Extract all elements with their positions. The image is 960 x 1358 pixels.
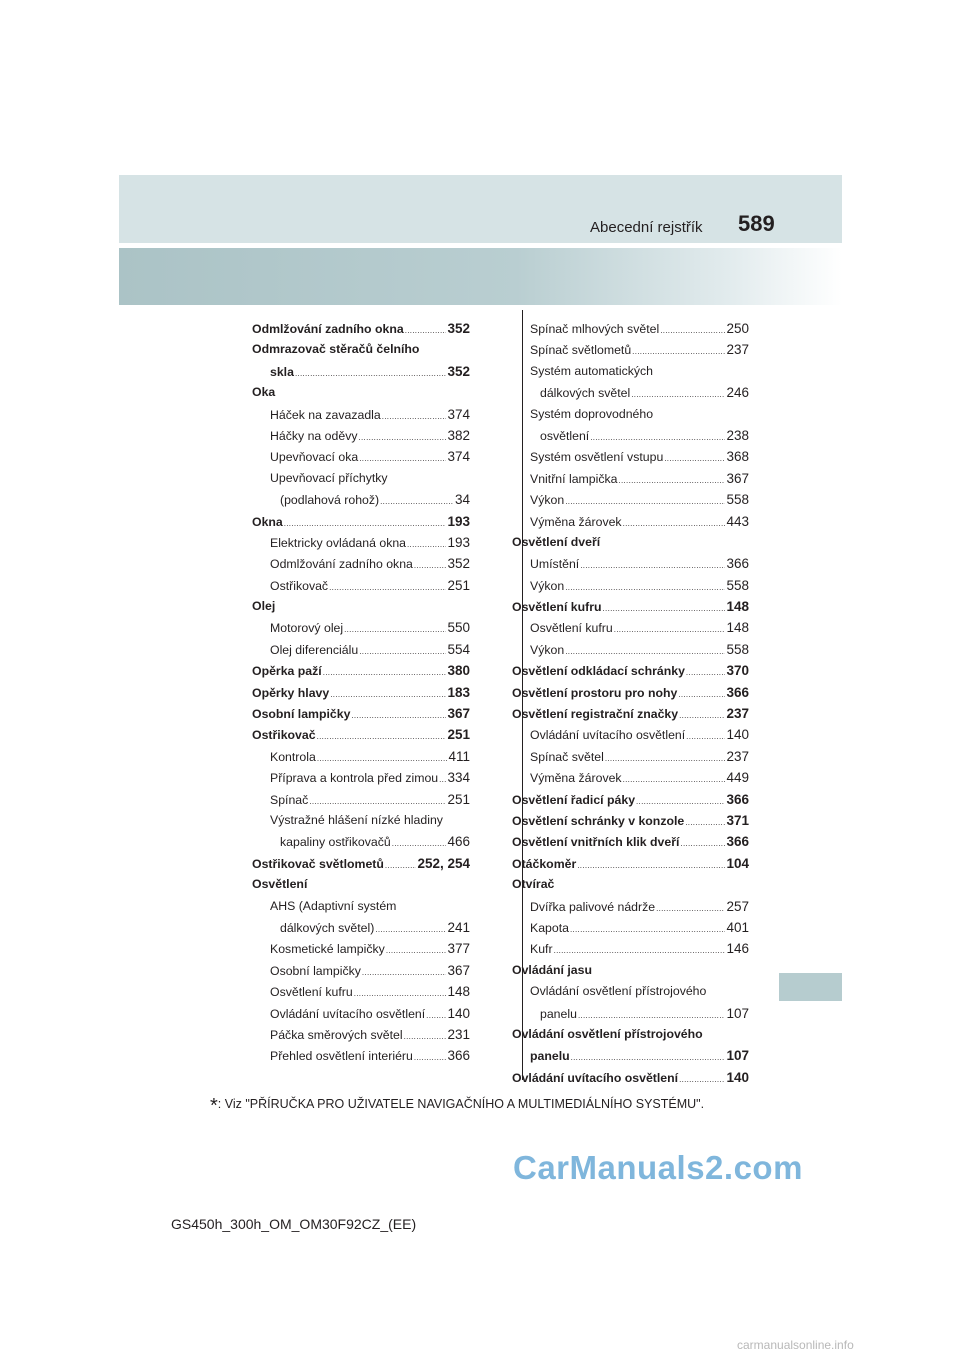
- index-entry-page[interactable]: 366: [726, 791, 749, 807]
- index-entry-label: Ovládání jasu: [512, 962, 592, 977]
- dot-leader: [580, 554, 725, 574]
- index-entry-label: Opěrka paží: [252, 664, 322, 679]
- index-entry: [512, 874, 749, 895]
- index-entry-label: Osvětlení kufru: [512, 600, 602, 615]
- dot-leader: [382, 405, 447, 425]
- index-entry-page[interactable]: 368: [726, 449, 749, 465]
- index-entry-page[interactable]: 370: [726, 663, 749, 679]
- index-entry: [252, 617, 470, 638]
- index-entry-page[interactable]: 257: [726, 898, 749, 914]
- index-entry-page[interactable]: 367: [447, 706, 470, 722]
- index-entry-page[interactable]: 107: [726, 1048, 749, 1064]
- index-entry-page[interactable]: 104: [726, 855, 749, 871]
- index-entry: [512, 960, 749, 981]
- dot-leader: [577, 854, 725, 874]
- dot-leader: [554, 939, 726, 959]
- index-entry-page[interactable]: 237: [726, 706, 749, 722]
- index-entry-label: Osvětlení kufru: [530, 621, 613, 636]
- dot-leader: [605, 747, 726, 767]
- index-entry-label: Výkon: [530, 493, 565, 508]
- index-entry-label: Odmrazovač stěračů čelního: [252, 342, 420, 357]
- dot-leader: [385, 854, 417, 874]
- index-entry-page[interactable]: 550: [447, 620, 470, 636]
- dot-leader: [618, 469, 725, 489]
- dot-leader: [407, 533, 446, 553]
- footnote-text: : Viz "PŘÍRUČKA PRO UŽIVATELE NAVIGAČNÍHO A MULTIMEDIÁLNÍHO SYSTÉMU".: [217, 1097, 705, 1111]
- index-entry: [252, 960, 470, 981]
- section-title: Abecední rejstřík: [590, 219, 703, 236]
- dot-leader: [614, 618, 726, 638]
- index-entry-label: Výkon: [530, 642, 565, 657]
- index-entry-label: Olej diferenciálu: [270, 642, 359, 657]
- dot-leader: [426, 1004, 446, 1024]
- watermark-carmanualsonline[interactable]: carmanualsonline.info: [737, 1338, 854, 1352]
- index-entry-page[interactable]: 377: [447, 941, 470, 957]
- index-entry-page[interactable]: 352: [447, 321, 470, 336]
- dot-leader: [685, 811, 725, 831]
- dot-leader: [359, 640, 446, 660]
- index-entry: [530, 511, 749, 532]
- page-number: 589: [738, 211, 775, 236]
- index-entry-label: Ostřikovač: [270, 578, 329, 593]
- index-entry-page[interactable]: 140: [447, 1005, 470, 1021]
- header-bar: [119, 175, 842, 243]
- dot-leader: [623, 512, 726, 532]
- dot-leader: [678, 683, 725, 703]
- dot-leader: [578, 1004, 726, 1024]
- index-entry-label: Systém osvětlení vstupu: [530, 450, 664, 465]
- index-entry-label: Ostřikovač světlometů: [252, 856, 384, 871]
- index-entry-page[interactable]: 382: [447, 427, 470, 443]
- index-entry-label: Elektricky ovládaná okna: [270, 535, 407, 550]
- dot-leader: [351, 704, 446, 724]
- index-entry-label: Oka: [252, 385, 276, 400]
- index-entry-page[interactable]: 366: [726, 684, 749, 700]
- index-entry: [252, 853, 470, 874]
- index-entry: [512, 660, 749, 681]
- index-entry-label: Osvětlení registrační značky: [512, 707, 679, 722]
- index-entry-label: Výměna žárovek: [530, 514, 622, 529]
- index-entry: [512, 789, 749, 810]
- index-entry: [512, 682, 749, 703]
- index-entry-page[interactable]: 251: [447, 791, 470, 807]
- index-entry: [252, 339, 470, 360]
- index-entry-label: panelu: [530, 1049, 570, 1064]
- dot-leader: [309, 790, 446, 810]
- index-entry-page[interactable]: 148: [726, 599, 749, 615]
- index-entry-label: Olej: [252, 599, 276, 614]
- dot-leader: [295, 362, 447, 382]
- index-entry-page[interactable]: 366: [726, 556, 749, 572]
- index-entry-page[interactable]: 251: [447, 727, 470, 743]
- index-entry: [530, 425, 749, 446]
- index-entry: [512, 1024, 749, 1045]
- index-entry-label: Přehled osvětlení interiéru: [270, 1049, 413, 1064]
- index-entry-page[interactable]: 146: [726, 941, 749, 957]
- index-entry: [252, 575, 470, 596]
- index-entry-label: Otvírač: [512, 877, 555, 892]
- index-entry-page[interactable]: 401: [726, 919, 749, 935]
- dot-leader: [392, 832, 447, 852]
- index-entry-page[interactable]: 380: [447, 663, 470, 679]
- index-entry: [252, 639, 470, 660]
- index-entry-label: Ovládání osvětlení přístrojového: [530, 984, 707, 999]
- index-entry-label: Ovládání uvítacího osvětlení: [530, 728, 686, 743]
- index-entry-label: Osvětlení řadicí páky: [512, 792, 636, 807]
- dot-leader: [565, 576, 725, 596]
- index-entry-label: Okna: [252, 514, 283, 529]
- index-entry-label: (podlahová rohož): [280, 493, 380, 508]
- dot-leader: [329, 576, 446, 596]
- index-entry: [512, 831, 749, 852]
- index-entry: [530, 1045, 749, 1066]
- index-entry-label: Příprava a kontrola před zimou: [270, 771, 439, 786]
- index-entry-label: Kufr: [530, 942, 553, 957]
- index-entry: [252, 1045, 470, 1066]
- dot-leader: [631, 383, 725, 403]
- dot-leader: [679, 1068, 725, 1088]
- index-entry: [512, 703, 749, 724]
- index-entry: [530, 639, 749, 660]
- index-entry: [530, 724, 749, 745]
- watermark-carmanuals2[interactable]: CarManuals2.com: [513, 1149, 803, 1186]
- dot-leader: [590, 426, 725, 446]
- dot-leader: [330, 683, 446, 703]
- index-entry: [252, 404, 470, 425]
- index-entry: [252, 917, 470, 938]
- index-entry-label: Otáčkoměr: [512, 856, 577, 871]
- index-entry: [252, 1024, 470, 1045]
- index-entry: [512, 810, 749, 831]
- dot-leader: [405, 319, 447, 339]
- index-entry-label: Osvětlení kufru: [270, 985, 353, 1000]
- index-entry-label: Motorový olej: [270, 621, 344, 636]
- index-entry: [252, 896, 470, 917]
- index-entry: [252, 361, 470, 382]
- index-entry-page[interactable]: 193: [447, 513, 470, 529]
- dot-leader: [323, 661, 447, 681]
- index-entry-page[interactable]: 250: [726, 321, 749, 336]
- dot-leader: [344, 618, 446, 638]
- index-entry-page[interactable]: 449: [726, 770, 749, 786]
- index-entry: [252, 468, 470, 489]
- index-entry: [252, 981, 470, 1002]
- index-entry: [252, 318, 470, 339]
- index-entry: [530, 361, 749, 382]
- index-entry-label: panelu: [540, 1006, 577, 1021]
- index-entry: [530, 468, 749, 489]
- dot-leader: [623, 768, 726, 788]
- index-entry: [530, 1003, 749, 1024]
- index-entry: [252, 724, 470, 745]
- index-entry-page[interactable]: 366: [447, 1048, 470, 1064]
- index-entry-page[interactable]: 374: [447, 449, 470, 465]
- index-entry-label: Kontrola: [270, 749, 316, 764]
- index-entry-label: AHS (Adaptivní systém: [270, 898, 397, 913]
- index-entry-page[interactable]: 237: [726, 748, 749, 764]
- index-entry: [252, 789, 470, 810]
- index-entry-page[interactable]: 241: [447, 919, 470, 935]
- index-entry-page[interactable]: 367: [447, 962, 470, 978]
- dot-leader: [570, 918, 725, 938]
- index-entry-page[interactable]: 334: [447, 770, 470, 786]
- index-entry-label: Umístění: [530, 557, 580, 572]
- index-entry-label: Spínač mlhových světel: [530, 322, 660, 336]
- index-entry: [252, 746, 470, 767]
- index-entry-page[interactable]: 193: [447, 534, 470, 550]
- index-entry-page[interactable]: 352: [447, 556, 470, 572]
- index-entry-page[interactable]: 34: [454, 492, 470, 508]
- dot-leader: [414, 554, 447, 574]
- dot-leader: [571, 1046, 726, 1066]
- index-entry-page[interactable]: 411: [448, 748, 470, 764]
- footnote: [210, 1095, 704, 1118]
- index-entry-page[interactable]: 148: [447, 984, 470, 1000]
- index-entry: [512, 532, 749, 553]
- index-entry-label: Osobní lampičky: [252, 707, 351, 722]
- index-entry-label: Ovládání uvítacího osvětlení: [270, 1006, 426, 1021]
- header-band: [119, 248, 842, 305]
- index-entry-label: Výkon: [530, 578, 565, 593]
- index-entry-label: Dvířka palivové nádrže: [530, 899, 656, 914]
- index-entry: [530, 382, 749, 403]
- footnote-star: *: [210, 1095, 218, 1117]
- index-entry-page[interactable]: 148: [726, 620, 749, 636]
- index-entry-label: Upevňovací příchytky: [270, 470, 388, 485]
- index-entry-label: osvětlení: [540, 428, 590, 443]
- dot-leader: [565, 490, 725, 510]
- dot-leader: [380, 490, 454, 510]
- index-entry-page[interactable]: 371: [726, 812, 749, 828]
- dot-leader: [362, 961, 447, 981]
- index-entry: [252, 489, 470, 510]
- index-entry-label: Ostřikovač: [252, 728, 316, 743]
- dot-leader: [359, 447, 446, 467]
- index-entry-label: Háček na zavazadla: [270, 407, 381, 422]
- index-entry: [530, 617, 749, 638]
- index-entry-label: Osvětlení odkládací schránky: [512, 664, 685, 679]
- index-entry: [530, 746, 749, 767]
- index-entry-page[interactable]: 558: [726, 577, 749, 593]
- index-entry: [512, 596, 749, 617]
- index-entry-page[interactable]: 558: [726, 641, 749, 657]
- index-entry: [252, 553, 470, 574]
- index-entry-label: Ovládání osvětlení přístrojového: [512, 1026, 703, 1041]
- thumb-index-tab: [779, 973, 842, 1001]
- dot-leader: [680, 832, 725, 852]
- index-entry-page[interactable]: 252, 254: [417, 855, 470, 871]
- dot-leader: [317, 747, 448, 767]
- index-entry-label: Kosmetické lampičky: [270, 942, 385, 957]
- index-entry-label: Opěrky hlavy: [252, 685, 330, 700]
- index-entry-label: Osvětlení vnitřních klik dveří: [512, 835, 680, 850]
- index-entry: [530, 404, 749, 425]
- index-entry-label: Osvětlení dveří: [512, 534, 601, 549]
- index-entry-page[interactable]: 352: [447, 363, 470, 379]
- index-entry-label: kapaliny ostřikovačů: [280, 835, 391, 850]
- index-entry-page[interactable]: 558: [726, 492, 749, 508]
- index-entry-label: Spínač světlometů: [530, 343, 632, 358]
- index-entry: [252, 703, 470, 724]
- index-entry-label: Páčka směrových světel: [270, 1027, 403, 1042]
- index-entry-page[interactable]: 140: [726, 727, 749, 743]
- index-entry-page[interactable]: 366: [726, 834, 749, 850]
- index-entry-label: Kapota: [530, 920, 569, 935]
- dot-leader: [664, 447, 725, 467]
- index-entry-page[interactable]: 140: [726, 1069, 749, 1085]
- dot-leader: [632, 340, 725, 360]
- index-entry: [252, 532, 470, 553]
- index-entry-label: skla: [270, 364, 294, 379]
- index-entry: [252, 874, 470, 895]
- dot-leader: [603, 597, 726, 617]
- index-entry-label: Systém doprovodného: [530, 406, 654, 421]
- index-entry-label: Osvětlení schránky v konzole: [512, 813, 685, 828]
- dot-leader: [686, 725, 725, 745]
- index-entry-page[interactable]: 183: [447, 684, 470, 700]
- index-entry-label: Spínač: [270, 792, 309, 807]
- index-entry: [530, 938, 749, 959]
- dot-leader: [636, 790, 725, 810]
- index-entry: [252, 425, 470, 446]
- index-entry: [512, 853, 749, 874]
- index-entry: [252, 1003, 470, 1024]
- index-entry: [530, 917, 749, 938]
- index-entry: [530, 553, 749, 574]
- index-entry: [530, 896, 749, 917]
- dot-leader: [317, 725, 447, 745]
- index-entry: [252, 810, 470, 831]
- index-entry-page[interactable]: 443: [726, 513, 749, 529]
- dot-leader: [656, 897, 725, 917]
- dot-leader: [404, 1025, 447, 1045]
- index-entry-label: Výstražné hlášení nízké hladiny: [270, 812, 443, 827]
- index-entry: [252, 767, 470, 788]
- index-entry: [530, 767, 749, 788]
- index-entry-label: Ovládání uvítacího osvětlení: [512, 1070, 679, 1085]
- dot-leader: [414, 1046, 447, 1066]
- index-entry-label: Vnitřní lampička: [530, 471, 618, 486]
- dot-leader: [679, 704, 725, 724]
- index-entry-label: Odmlžování zadního okna: [252, 322, 404, 336]
- index-entry: [530, 489, 749, 510]
- index-entry-label: Osvětlení prostoru pro nohy: [512, 685, 678, 700]
- dot-leader: [354, 982, 447, 1002]
- index-entry-label: Osvětlení: [252, 877, 308, 892]
- index-entry-page[interactable]: 246: [726, 385, 749, 401]
- index-entry-page[interactable]: 237: [726, 342, 749, 358]
- dot-leader: [565, 640, 725, 660]
- index-entry-page[interactable]: 374: [447, 406, 470, 422]
- dot-leader: [375, 918, 446, 938]
- index-entry: [530, 981, 749, 1002]
- index-entry: [252, 382, 470, 403]
- index-entry-label: Spínač světel: [530, 749, 604, 764]
- dot-leader: [386, 939, 447, 959]
- index-entry-label: Háčky na oděvy: [270, 428, 358, 443]
- dot-leader: [284, 512, 447, 532]
- index-entry: [252, 831, 470, 852]
- index-entry-page[interactable]: 251: [447, 577, 470, 593]
- index-entry: [530, 446, 749, 467]
- index-entry: [512, 1067, 749, 1088]
- index-entry-label: dálkových světel): [280, 920, 375, 935]
- index-entry-label: dálkových světel: [540, 386, 631, 401]
- index-column-right: [512, 318, 749, 1088]
- document-id: GS450h_300h_OM_OM30F92CZ_(EE): [171, 1216, 417, 1232]
- dot-leader: [686, 661, 726, 681]
- index-entry-label: Osobní lampičky: [270, 963, 361, 978]
- index-entry: [530, 575, 749, 596]
- dot-leader: [660, 319, 725, 339]
- index-entry-label: Odmlžování zadního okna: [270, 557, 413, 572]
- dot-leader: [439, 768, 446, 788]
- dot-leader: [359, 426, 447, 446]
- index-entry-page[interactable]: 107: [726, 1005, 749, 1021]
- index-entry: [252, 446, 470, 467]
- index-entry-page[interactable]: 367: [726, 470, 749, 486]
- index-entry: [252, 938, 470, 959]
- index-entry-page[interactable]: 466: [447, 834, 470, 850]
- index-entry-page[interactable]: 238: [726, 427, 749, 443]
- index-entry-page[interactable]: 231: [447, 1026, 470, 1042]
- index-entry-label: Systém automatických: [530, 363, 654, 378]
- index-entry: [252, 660, 470, 681]
- index-entry-label: Výměna žárovek: [530, 771, 622, 786]
- index-entry-label: Upevňovací oka: [270, 450, 359, 465]
- index-entry: [530, 318, 749, 339]
- index-entry: [252, 682, 470, 703]
- index-entry: [252, 596, 470, 617]
- index-entry: [530, 339, 749, 360]
- index-entry: [252, 511, 470, 532]
- index-entry-page[interactable]: 554: [447, 641, 470, 657]
- index-column-left: [252, 318, 470, 1067]
